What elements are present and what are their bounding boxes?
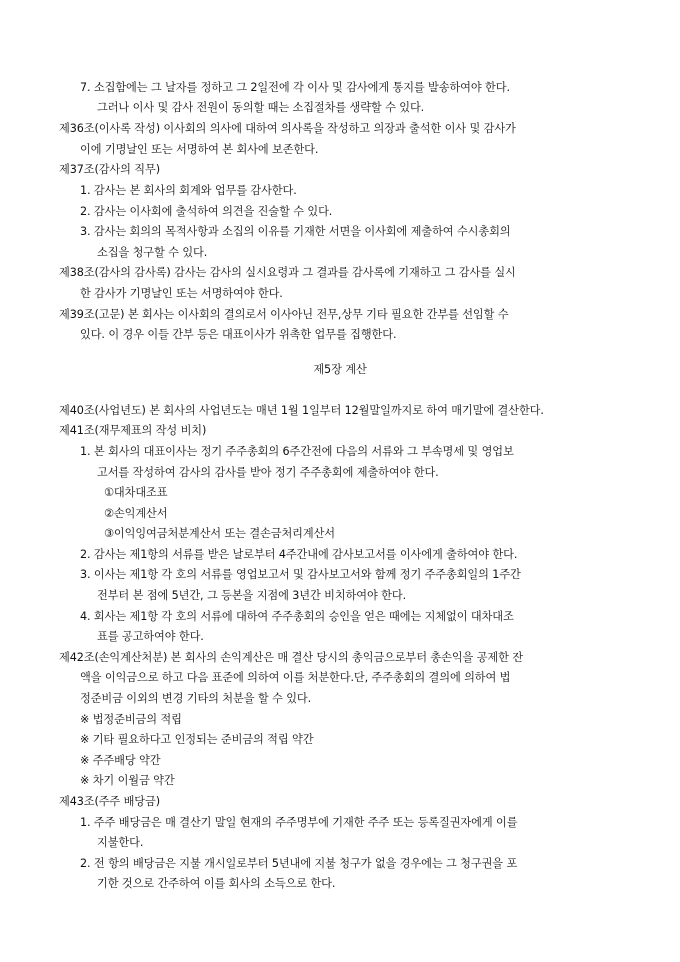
article-41-subitem-2: ②손익계산서	[104, 507, 168, 520]
article-41-subitem-1: ①대차대조표	[104, 486, 168, 499]
article-43-item-2-line-2: 기한 것으로 간주하여 이를 회사의 소득으로 한다.	[97, 877, 336, 890]
article-41-item-4-line-2: 표를 공고하여야 한다.	[97, 630, 204, 643]
article-42-text-line-3: 정준비금 이외의 변경 기타의 처분을 할 수 있다.	[80, 692, 312, 705]
article-42-note-3: ※ 주주배당 약간	[80, 754, 161, 767]
article-37-item-3-line-2: 소집을 청구할 수 있다.	[97, 246, 208, 259]
article-43-item-1-line-1: 1. 주주 배당금은 매 결산기 말일 현재의 주주명부에 기재한 주주 또는 등록질권자에게 이를	[80, 816, 518, 829]
article-43-item-2-line-1: 2. 전 항의 배당금은 지불 개시일로부터 5년내에 지불 청구가 없을 경우에는 그 청구권을 포	[80, 857, 518, 870]
article-41-item-1-line-2: 고서를 작성하여 감사의 감사를 받아 정기 주주총회에 제출하여야 한다.	[97, 466, 439, 479]
article-41-item-4-line-1: 4. 회사는 제1항 각 호의 서류에 대하여 주주총회의 승인을 얻은 때에는 지체없이 대차대조	[80, 610, 514, 623]
article-41-item-3-line-1: 3. 이사는 제1항 각 호의 서류를 영업보고서 및 감사보고서와 함께 정기 주주총회일의 1주간	[80, 568, 521, 581]
article-41-item-3-line-2: 전부터 본 점에 5년간, 그 등본을 지점에 3년간 비치하여야 한다.	[97, 589, 407, 602]
article-36-text: 이에 기명날인 또는 서명하여 본 회사에 보존한다.	[80, 143, 319, 156]
article-37-item-2: 2. 감사는 이사회에 출석하여 의견을 진술할 수 있다.	[80, 205, 333, 218]
article-41-item-2: 2. 감사는 제1항의 서류를 받은 날로부터 4주간내에 감사보고서를 이사에게 출하여야 한다.	[80, 548, 518, 561]
article-43-item-1-line-2: 지불한다.	[97, 836, 144, 849]
article-41-subitem-3: ③이익잉여금처분계산서 또는 결손금처리계산서	[104, 527, 335, 540]
article-37-item-1: 1. 감사는 본 회사의 회계와 업무를 감사한다.	[80, 184, 297, 197]
clause-35-item-7-line-1: 7. 소집함에는 그 날자를 정하고 그 2일전에 각 이사 및 감사에게 통지를 발송하여야 한다.	[80, 81, 510, 94]
article-42-heading: 제42조(손익계산처분) 본 회사의 손익계산은 매 결산 당시의 총익금으로부터 총손익을 공제한 잔	[59, 651, 523, 664]
article-41-item-1-line-1: 1. 본 회사의 대표이사는 정기 주주총회의 6주간전에 다음의 서류와 그 부속명세 및 영업보	[80, 445, 514, 458]
article-41-heading: 제41조(재무제표의 작성 비치)	[59, 424, 207, 437]
article-38-heading: 제38조(감사의 감사록) 감사는 감사의 실시요령과 그 결과를 감사록에 기재하고 그 감사를 실시	[59, 266, 516, 279]
article-42-note-4: ※ 차기 이월금 약간	[80, 774, 175, 787]
article-42-note-2: ※ 기타 필요하다고 인정되는 준비금의 적립 약간	[80, 733, 314, 746]
article-36-heading: 제36조(이사록 작성) 이사회의 의사에 대하여 의사록을 작성하고 의장과 출석한 이사 및 감사가	[59, 122, 516, 135]
clause-35-item-7-line-2: 그러나 이사 및 감사 전원이 동의할 때는 소집절차를 생략할 수 있다.	[97, 101, 425, 114]
article-42-text-line-2: 액을 이익금으로 하고 다음 표준에 의하여 이를 처분한다.단, 주주총회의 결의에 의하여 법	[80, 671, 511, 684]
article-39-heading: 제39조(고문) 본 회사는 이사회의 결의로서 이사아닌 전무,상무 기타 필요한 간부를 선임할 수	[59, 308, 509, 321]
article-42-note-1: ※ 법정준비금의 적립	[80, 713, 182, 726]
chapter-5-title: 제5장 계산	[313, 363, 367, 376]
article-43-heading: 제43조(주주 배당금)	[59, 795, 160, 808]
article-39-text: 있다. 이 경우 이들 간부 등은 대표이사가 위촉한 업무를 집행한다.	[80, 328, 397, 341]
article-40-heading: 제40조(사업년도) 본 회사의 사업년도는 매년 1월 1일부터 12월말일까지로 하여 매기말에 결산한다.	[59, 404, 544, 417]
article-37-item-3-line-1: 3. 감사는 회의의 목적사항과 소집의 이유를 기재한 서면을 이사회에 제출하여 수시총회의	[80, 225, 511, 238]
article-37-heading: 제37조(감사의 직무)	[59, 163, 160, 176]
article-38-text: 한 감사가 기명날인 또는 서명하여야 한다.	[80, 287, 283, 300]
